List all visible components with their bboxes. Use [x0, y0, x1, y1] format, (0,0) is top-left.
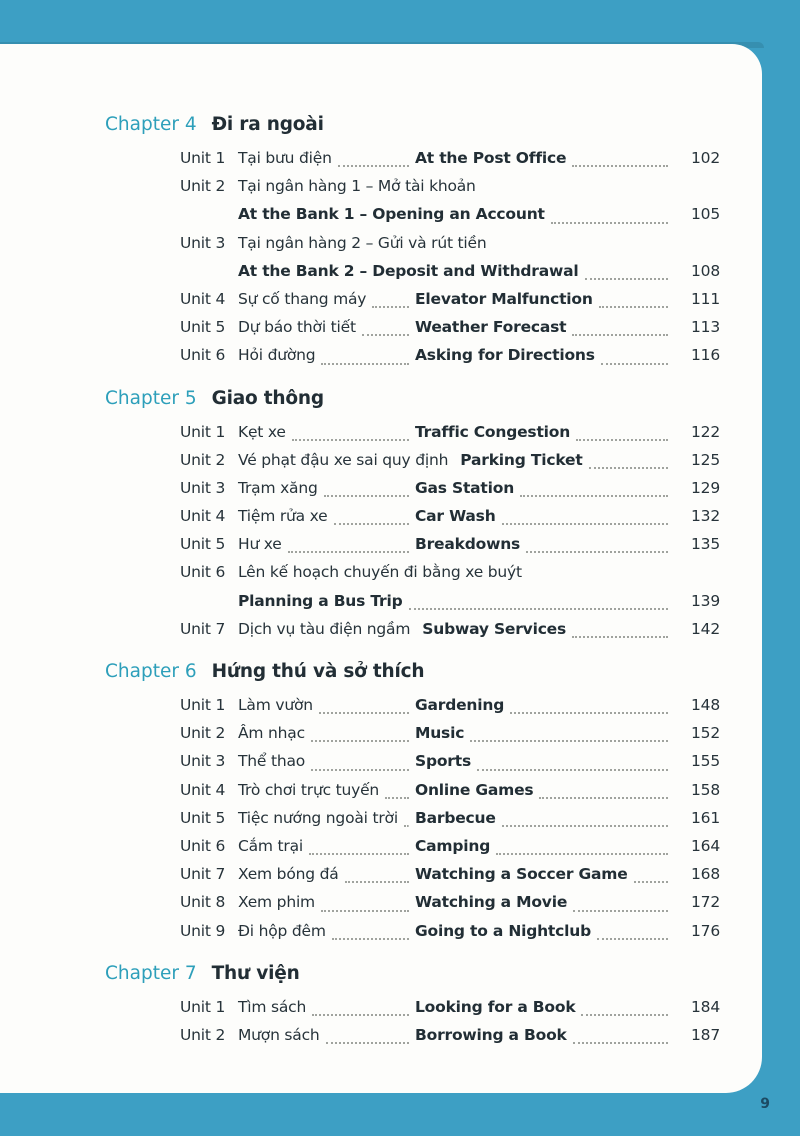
unit-label: Unit 1	[180, 696, 226, 714]
unit-title-vi-wrap	[238, 341, 415, 369]
toc-entry	[105, 144, 720, 172]
unit-title-vi: Âm nhạc	[238, 724, 305, 743]
unit-title-en-wrap	[415, 691, 674, 719]
entry-page-number: 132	[691, 507, 720, 526]
toc-entry	[105, 502, 720, 530]
unit-title-en-wrap	[238, 257, 674, 285]
dot-leader	[510, 711, 668, 714]
entry-page-number: 168	[691, 865, 720, 884]
unit-label: Unit 5	[180, 318, 226, 337]
dot-leader	[520, 494, 668, 497]
dot-leader	[319, 711, 409, 714]
unit-title-vi-wrap	[238, 285, 415, 313]
toc-entry	[105, 917, 720, 945]
unit-label: Unit 2	[180, 1025, 226, 1044]
toc-entry	[105, 172, 720, 228]
unit-title-vi: Vé phạt đậu xe sai quy định	[238, 450, 449, 469]
dot-leader	[338, 164, 409, 167]
entry-page-number: 158	[691, 780, 720, 799]
unit-title-en: Asking for Directions	[415, 346, 595, 365]
unit-title-en: Car Wash	[415, 507, 496, 526]
dot-leader	[496, 852, 668, 855]
unit-title-en-wrap	[415, 832, 674, 860]
dot-leader	[572, 635, 668, 638]
unit-label: Unit 9	[180, 921, 226, 940]
toc-entry	[105, 747, 720, 775]
unit-label: Unit 6	[180, 346, 226, 365]
dot-leader	[502, 522, 668, 525]
unit-title-en-wrap	[415, 860, 674, 888]
folio-page-number: 9	[760, 1096, 770, 1112]
unit-title-en-wrap	[415, 917, 674, 945]
toc-entry-line-vi	[105, 558, 720, 586]
dot-leader	[572, 164, 668, 167]
unit-title-en: Watching a Soccer Game	[415, 865, 628, 884]
entry-page-number: 184	[691, 997, 720, 1016]
unit-title-vi: Lên kế hoạch chuyến đi bằng xe buýt	[238, 563, 522, 582]
unit-title-vi: Xem phim	[238, 893, 315, 912]
entry-page-number: 113	[691, 318, 720, 337]
chapter-rows	[105, 691, 720, 945]
chapter-section	[105, 110, 720, 370]
toc-entry-line-en	[105, 587, 720, 615]
chapter-rows	[105, 993, 720, 1049]
unit-title-vi-wrap	[238, 418, 415, 446]
unit-title-en: Watching a Movie	[415, 893, 568, 912]
unit-title-vi-wrap	[238, 615, 422, 643]
unit-title-vi: Tìm sách	[238, 997, 307, 1016]
unit-title-vi-wrap	[238, 530, 415, 558]
unit-label: Unit 1	[180, 149, 226, 167]
unit-label: Unit 6	[180, 563, 226, 582]
toc-entry	[105, 418, 720, 446]
unit-title-vi-wrap	[238, 691, 415, 719]
unit-title-vi: Kẹt xe	[238, 422, 286, 441]
toc-entry	[105, 1021, 720, 1049]
unit-title-en-wrap	[415, 776, 674, 804]
unit-title-vi: Tại ngân hàng 1 – Mở tài khoản	[238, 177, 476, 196]
chapter-label: Chapter 5	[105, 387, 197, 409]
dot-leader	[326, 1041, 409, 1044]
entry-page-number: 108	[691, 261, 720, 280]
unit-title-en: At the Bank 1 – Opening an Account	[238, 205, 545, 224]
unit-title-vi: Dự báo thời tiết	[238, 318, 356, 337]
chapter-section	[105, 959, 720, 1049]
unit-title-vi: Hỏi đường	[238, 346, 316, 365]
unit-title-en: Borrowing a Book	[415, 1025, 567, 1044]
unit-title-en: Music	[415, 724, 465, 743]
unit-title-vi-wrap	[238, 804, 415, 832]
unit-label: Unit 6	[180, 836, 226, 855]
toc-entry	[105, 691, 720, 719]
dot-leader	[589, 466, 668, 469]
unit-title-en-wrap	[415, 418, 674, 446]
dot-leader	[309, 852, 409, 855]
toc-entry-line-vi	[105, 229, 720, 257]
unit-title-en-wrap	[415, 804, 674, 832]
unit-title-en: Elevator Malfunction	[415, 289, 593, 308]
dot-leader	[551, 221, 668, 224]
dot-leader	[597, 937, 668, 940]
dot-leader	[409, 607, 669, 610]
unit-title-vi-wrap	[238, 860, 415, 888]
dot-leader	[572, 333, 668, 336]
unit-title-vi: Trò chơi trực tuyến	[238, 780, 380, 799]
unit-title-en: Camping	[415, 836, 491, 855]
entry-page-number: 122	[691, 422, 720, 441]
unit-title-en: Barbecue	[415, 808, 496, 827]
unit-label: Unit 2	[180, 177, 226, 196]
dot-leader	[576, 438, 668, 441]
unit-title-vi: Dịch vụ tàu điện ngầm	[238, 619, 411, 638]
dot-leader	[573, 909, 668, 912]
unit-title-vi: Trạm xăng	[238, 478, 318, 497]
toc-entry	[105, 832, 720, 860]
unit-title-vi-wrap	[238, 502, 415, 530]
dot-leader	[599, 305, 668, 308]
unit-label: Unit 1	[180, 997, 226, 1016]
toc-entry	[105, 993, 720, 1021]
unit-title-vi-wrap	[238, 832, 415, 860]
entry-page-number: 105	[691, 205, 720, 224]
unit-title-en: Breakdowns	[415, 535, 521, 554]
unit-title-en-wrap	[460, 446, 674, 474]
entry-page-number: 164	[691, 836, 720, 855]
toc-entry	[105, 558, 720, 614]
unit-title-en-wrap	[415, 474, 674, 502]
unit-title-vi: Tiệm rửa xe	[238, 507, 328, 526]
unit-label: Unit 7	[180, 619, 226, 638]
unit-label: Unit 4	[180, 780, 226, 799]
unit-title-vi-wrap	[238, 888, 415, 916]
toc-entry	[105, 341, 720, 369]
dot-leader	[321, 909, 409, 912]
unit-title-vi: Đi hộp đêm	[238, 921, 326, 940]
unit-label: Unit 3	[180, 233, 226, 252]
unit-title-en-wrap	[415, 144, 674, 172]
dot-leader	[539, 796, 668, 799]
dot-leader	[573, 1041, 668, 1044]
chapter-title: Hứng thú và sở thích	[211, 661, 425, 682]
chapter-rows	[105, 144, 720, 370]
dot-leader	[362, 333, 409, 336]
unit-title-en: Subway Services	[422, 619, 567, 638]
chapter-heading	[105, 384, 720, 414]
dot-leader	[581, 1013, 668, 1016]
unit-title-en-wrap	[415, 313, 674, 341]
chapter-section	[105, 384, 720, 644]
unit-title-vi-wrap	[238, 776, 415, 804]
chapter-heading	[105, 657, 720, 687]
dot-leader	[585, 277, 669, 280]
entry-page-number: 148	[691, 696, 720, 714]
unit-title-en: Going to a Nightclub	[415, 921, 591, 940]
unit-title-en: Parking Ticket	[460, 450, 583, 469]
chapter-label: Chapter 7	[105, 962, 197, 984]
unit-title-en: Looking for a Book	[415, 997, 576, 1016]
unit-title-en: Gas Station	[415, 478, 515, 497]
unit-title-vi: Hư xe	[238, 535, 282, 554]
toc-entry	[105, 615, 720, 643]
unit-label: Unit 2	[180, 450, 226, 469]
unit-title-en-wrap	[415, 502, 674, 530]
entry-page-number: 111	[691, 289, 720, 308]
entry-page-number: 142	[691, 619, 720, 638]
toc-entry-line-vi	[105, 172, 720, 200]
unit-title-vi-wrap	[238, 446, 460, 474]
unit-title-en: Gardening	[415, 696, 505, 714]
chapter-section	[105, 657, 720, 945]
dot-leader	[311, 739, 409, 742]
toc-entry	[105, 719, 720, 747]
chapter-title: Đi ra ngoài	[211, 114, 324, 135]
unit-title-vi-wrap	[238, 474, 415, 502]
entry-page-number: 125	[691, 450, 720, 469]
unit-title-en-wrap	[422, 615, 674, 643]
unit-title-vi: Làm vườn	[238, 696, 313, 714]
unit-title-en: At the Bank 2 – Deposit and Withdrawal	[238, 261, 579, 280]
unit-title-vi: Tại ngân hàng 2 – Gửi và rút tiền	[238, 233, 487, 252]
table-of-contents	[105, 110, 720, 1049]
unit-title-en: Weather Forecast	[415, 318, 567, 337]
unit-title-en: At the Post Office	[415, 149, 567, 167]
unit-title-vi-wrap	[238, 313, 415, 341]
unit-title-vi-wrap	[238, 144, 415, 172]
chapter-title: Giao thông	[211, 387, 324, 409]
dot-leader	[321, 362, 409, 365]
unit-title-vi-wrap	[238, 1021, 415, 1049]
unit-title-vi: Tại bưu điện	[238, 149, 332, 167]
toc-entry-line-en	[105, 200, 720, 228]
unit-label: Unit 1	[180, 422, 226, 441]
entry-page-number: 161	[691, 808, 720, 827]
unit-title-en-wrap	[415, 530, 674, 558]
toc-entry	[105, 804, 720, 832]
entry-page-number: 187	[691, 1025, 720, 1044]
dot-leader	[334, 522, 409, 525]
dot-leader	[372, 305, 409, 308]
dot-leader	[288, 550, 409, 553]
unit-title-en-wrap	[415, 341, 674, 369]
chapter-heading	[105, 110, 720, 140]
unit-title-vi-wrap	[238, 917, 415, 945]
unit-label: Unit 4	[180, 507, 226, 526]
chapter-label: Chapter 4	[105, 114, 197, 135]
unit-title-en-wrap	[415, 747, 674, 775]
dot-leader	[601, 362, 668, 365]
dot-leader	[292, 438, 409, 441]
unit-label: Unit 3	[180, 478, 226, 497]
entry-page-number: 176	[691, 921, 720, 940]
entry-page-number: 129	[691, 478, 720, 497]
toc-entry	[105, 446, 720, 474]
chapter-label: Chapter 6	[105, 661, 197, 682]
entry-page-number: 116	[691, 346, 720, 365]
unit-label: Unit 5	[180, 808, 226, 827]
unit-label: Unit 3	[180, 752, 226, 771]
unit-title-vi: Tiệc nướng ngoài trời	[238, 808, 398, 827]
unit-title-en-wrap	[415, 888, 674, 916]
unit-title-vi: Xem bóng đá	[238, 865, 339, 884]
unit-title-vi: Mượn sách	[238, 1025, 320, 1044]
unit-title-en-wrap	[238, 200, 674, 228]
unit-label: Unit 7	[180, 865, 226, 884]
unit-label: Unit 5	[180, 535, 226, 554]
dot-leader	[385, 796, 409, 799]
unit-title-vi-wrap	[238, 993, 415, 1021]
toc-entry	[105, 229, 720, 285]
toc-entry	[105, 888, 720, 916]
entry-page-number: 152	[691, 724, 720, 743]
entry-page-number: 102	[691, 149, 720, 167]
toc-entry	[105, 776, 720, 804]
entry-page-number: 139	[691, 591, 720, 610]
entry-page-number: 155	[691, 752, 720, 771]
toc-entry-line-en	[105, 257, 720, 285]
unit-title-vi-wrap	[238, 747, 415, 775]
unit-title-vi: Cắm trại	[238, 836, 304, 855]
unit-title-en-wrap	[238, 587, 674, 615]
unit-title-en: Planning a Bus Trip	[238, 591, 403, 610]
dot-leader	[470, 739, 668, 742]
unit-title-en: Sports	[415, 752, 471, 771]
book-page	[0, 44, 762, 1093]
unit-title-en-wrap	[415, 285, 674, 313]
dot-leader	[332, 937, 409, 940]
toc-entry	[105, 313, 720, 341]
dot-leader	[502, 824, 668, 827]
toc-entry	[105, 285, 720, 313]
unit-title-vi-wrap	[238, 719, 415, 747]
chapter-heading	[105, 959, 720, 989]
chapter-title: Thư viện	[211, 962, 300, 984]
dot-leader	[324, 494, 409, 497]
unit-label: Unit 2	[180, 724, 226, 743]
entry-page-number: 135	[691, 535, 720, 554]
toc-entry	[105, 860, 720, 888]
dot-leader	[312, 1013, 409, 1016]
toc-entry	[105, 474, 720, 502]
unit-title-en-wrap	[415, 1021, 674, 1049]
toc-entry	[105, 530, 720, 558]
dot-leader	[311, 768, 409, 771]
unit-title-en-wrap	[415, 993, 674, 1021]
dot-leader	[526, 550, 668, 553]
unit-title-vi: Sự cố thang máy	[238, 289, 367, 308]
unit-title-en: Online Games	[415, 780, 534, 799]
dot-leader	[477, 768, 668, 771]
unit-title-en: Traffic Congestion	[415, 422, 571, 441]
unit-label: Unit 8	[180, 893, 226, 912]
unit-title-vi: Thể thao	[238, 752, 306, 771]
chapter-rows	[105, 418, 720, 644]
unit-title-en-wrap	[415, 719, 674, 747]
dot-leader	[345, 880, 409, 883]
entry-page-number: 172	[691, 893, 720, 912]
dot-leader	[404, 824, 409, 827]
unit-label: Unit 4	[180, 289, 226, 308]
dot-leader	[634, 880, 668, 883]
